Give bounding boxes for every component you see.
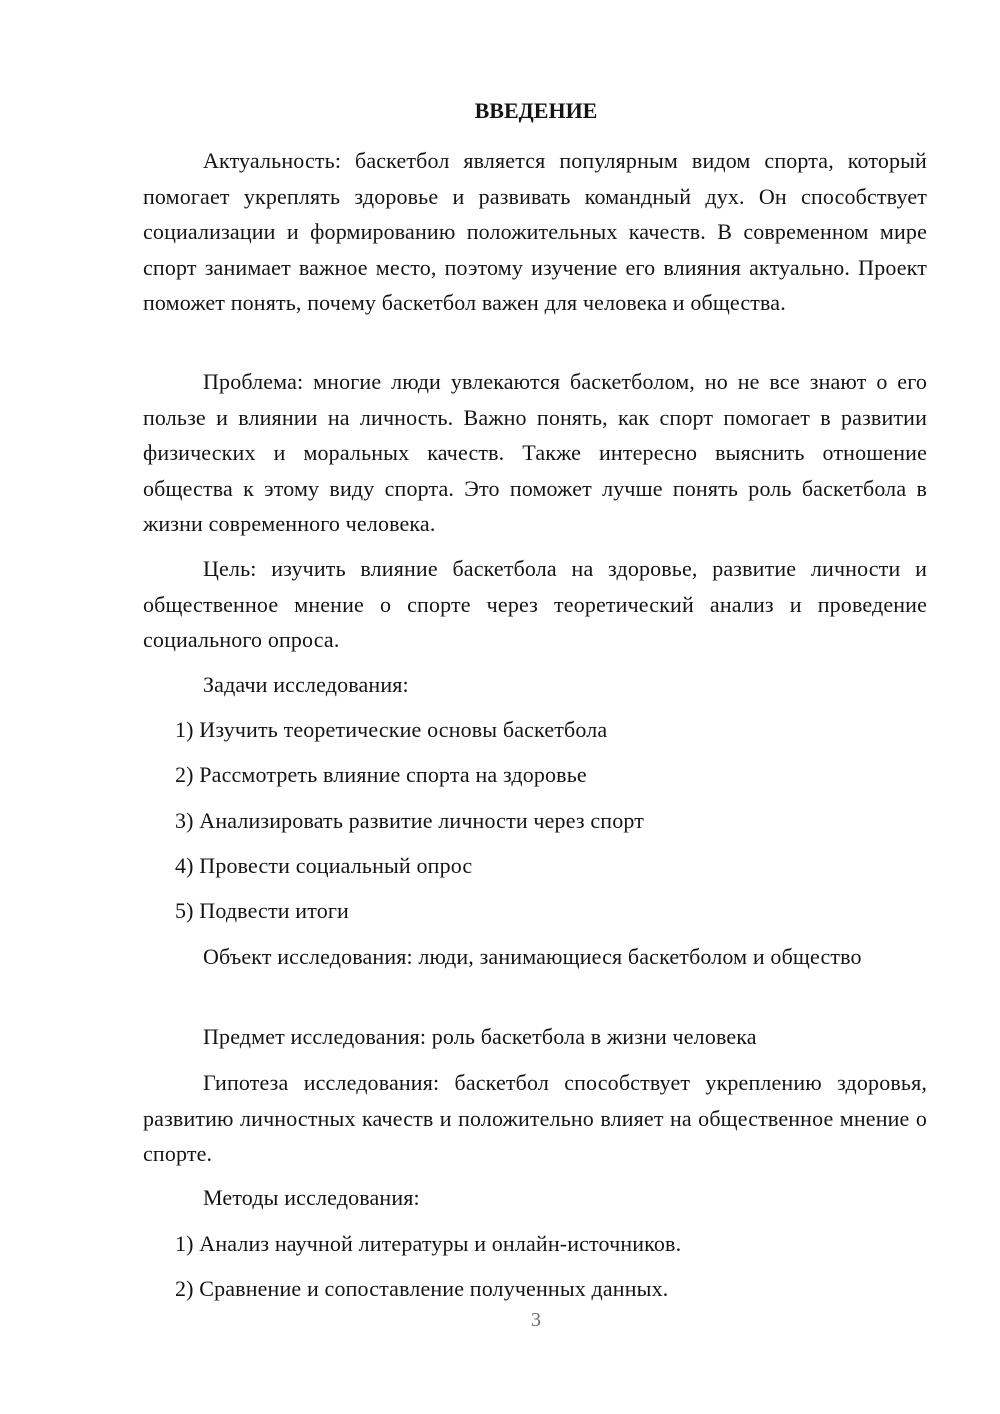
object-paragraph: Объект исследования: люди, занимающиеся баскетболом и общество — [203, 944, 862, 969]
task-item: 4) Провести социальный опрос — [175, 853, 473, 878]
tasks-heading: Задачи исследования: — [203, 672, 409, 697]
task-item: 3) Анализировать развитие личности через спорт — [175, 808, 644, 833]
relevance-paragraph: Актуальность: баскетбол является популярным видом спорта, который помогает укреплять здоровье и развивать командный дух. Он способствует социализации и формированию положительных качеств. В современном мире спорт занимает важное место, поэтому изучение его влияния актуально. Проект поможет понять, почему баскетбол важен для человека и общества. — [143, 148, 927, 315]
page-number: 3 — [531, 1309, 541, 1331]
task-item: 2) Рассмотреть влияние спорта на здоровье — [175, 762, 587, 787]
method-item: 2) Сравнение и сопоставление полученных данных. — [175, 1276, 669, 1301]
method-item: 1) Анализ научной литературы и онлайн-источников. — [175, 1231, 682, 1256]
problem-paragraph: Проблема: многие люди увлекаются баскетболом, но не все знают о его пользе и влиянии на личность. Важно понять, как спорт помогает в развитии физических и моральных качеств. Также интересно выяснить отношение общества к этому виду спорта. Это поможет лучше понять роль баскетбола в жизни современного человека. — [143, 369, 927, 536]
methods-heading: Методы исследования: — [203, 1185, 420, 1210]
hypothesis-paragraph: Гипотеза исследования: баскетбол способствует укреплению здоровья, развитию личностных качеств и положительно влияет на общественное мнение о спорте. — [143, 1070, 927, 1166]
goal-paragraph: Цель: изучить влияние баскетбола на здоровье, развитие личности и общественное мнение о спорте через теоретический анализ и проведение социального опроса. — [143, 556, 927, 652]
page-title: ВВЕДЕНИЕ — [474, 98, 598, 123]
task-item: 1) Изучить теоретические основы баскетбола — [175, 717, 608, 742]
task-item: 5) Подвести итоги — [175, 898, 349, 923]
subject-paragraph: Предмет исследования: роль баскетбола в жизни человека — [203, 1024, 757, 1049]
